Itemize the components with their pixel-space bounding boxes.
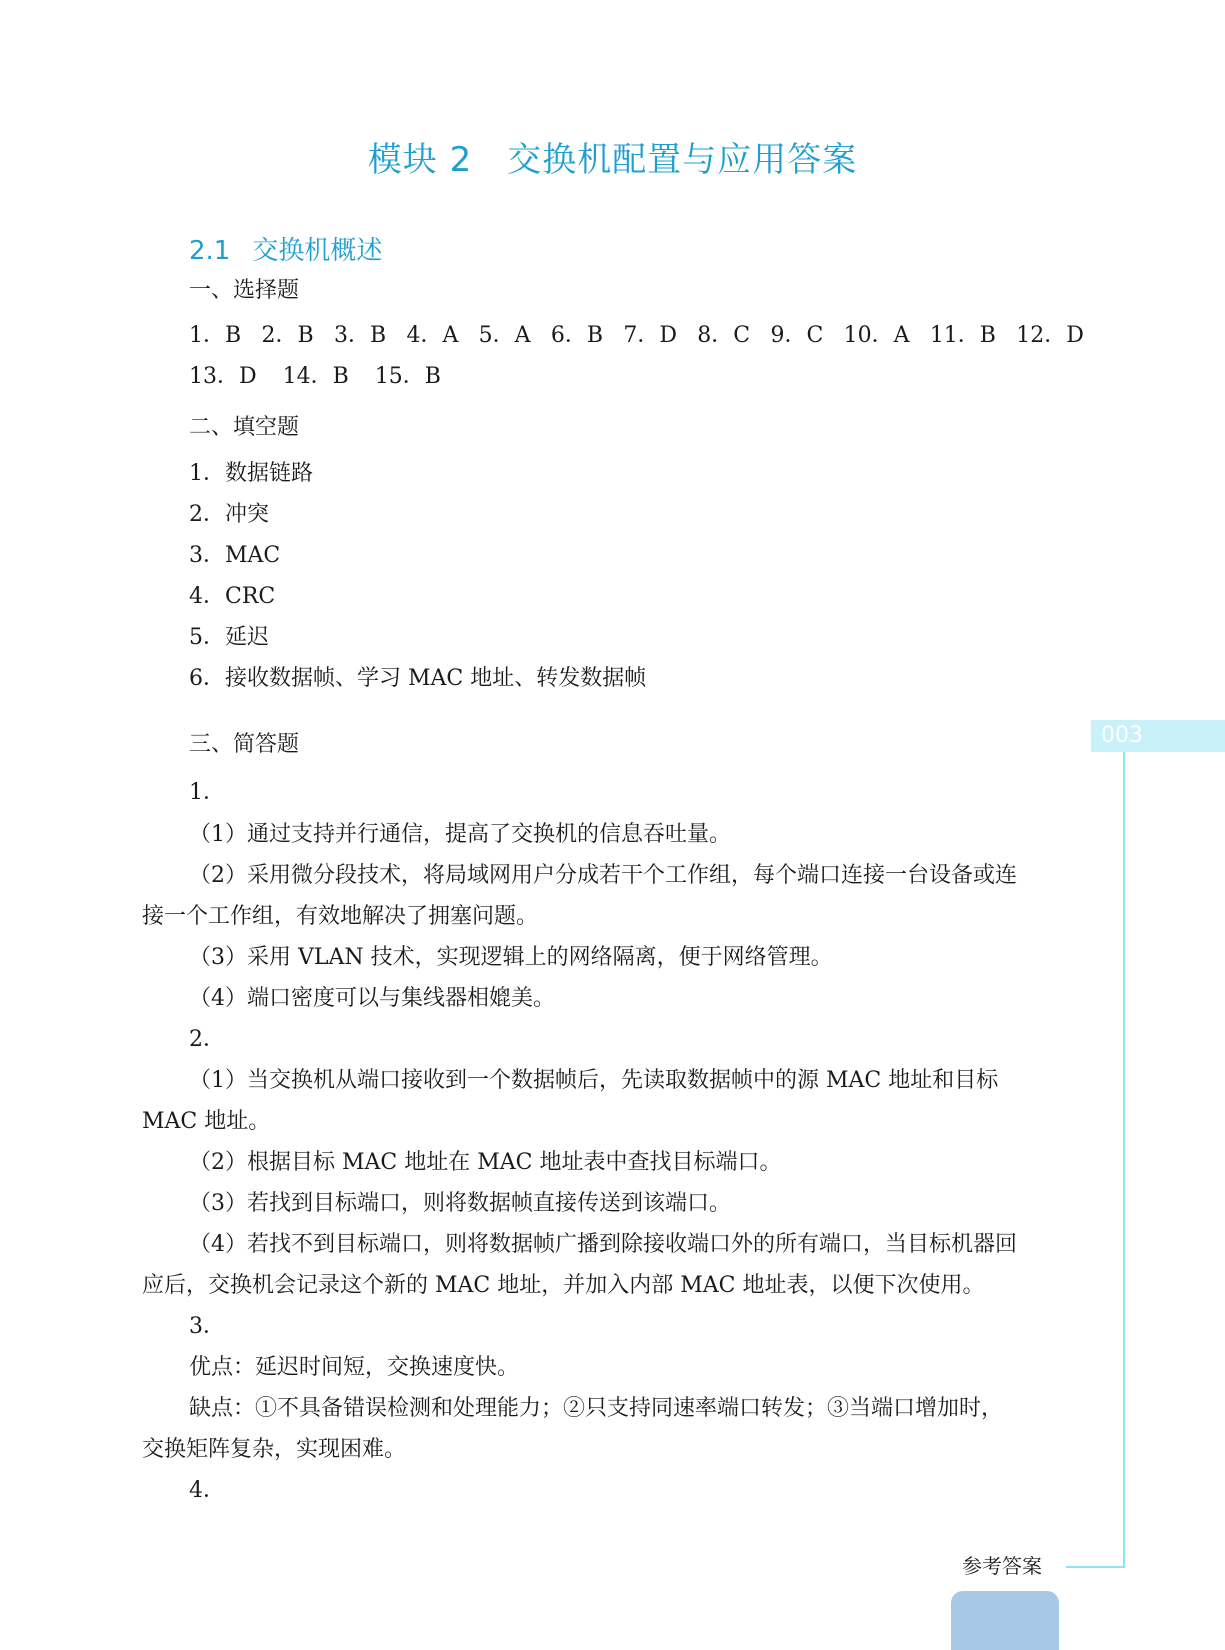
answer-paragraph-continued: 应后，交换机会记录这个新的 MAC 地址，并加入内部 MAC 地址表，以便下次使用。 <box>142 1273 985 1298</box>
answer-item: 1．B <box>189 323 242 348</box>
fill-blank-answer: 6．接收数据帧、学习 MAC 地址、转发数据帧 <box>189 666 647 691</box>
answer-paragraph: （2）采用微分段技术，将局域网用户分成若干个工作组，每个端口连接一台设备或连 <box>189 863 1017 888</box>
heading-multiple-choice: 一、选择题 <box>189 278 300 303</box>
answer-item: 2．B <box>261 323 314 348</box>
answer-item: 10．A <box>843 323 910 348</box>
answer-paragraph: 缺点：①不具备错误检测和处理能力；②只支持同速率端口转发；③当端口增加时， <box>189 1396 1004 1421</box>
answer-paragraph: （1）当交换机从端口接收到一个数据帧后，先读取数据帧中的源 MAC 地址和目标 <box>189 1068 999 1093</box>
answer-paragraph-continued: 接一个工作组，有效地解决了拥塞问题。 <box>142 904 539 929</box>
multiple-choice-row <box>189 362 441 392</box>
question-number: 2． <box>189 1027 225 1052</box>
answer-item: 13．D <box>189 364 257 389</box>
footer-tab-block <box>951 1591 1059 1650</box>
heading-short-answer: 三、简答题 <box>189 732 300 757</box>
answer-item: 8．C <box>697 323 751 348</box>
answer-item: 9．C <box>770 323 824 348</box>
fill-blank-answer: 4．CRC <box>189 584 276 609</box>
chapter-title: 模块 2 交换机配置与应用答案 <box>367 140 858 180</box>
answer-item: 4．A <box>406 323 459 348</box>
answer-paragraph: （4）若找不到目标端口，则将数据帧广播到除接收端口外的所有端口，当目标机器回 <box>189 1232 1017 1257</box>
answer-item: 14．B <box>282 364 349 389</box>
answer-paragraph: （3）若找到目标端口，则将数据帧直接传送到该端口。 <box>189 1191 731 1216</box>
fill-blank-answer: 3．MAC <box>189 543 281 568</box>
answer-paragraph: （2）根据目标 MAC 地址在 MAC 地址表中查找目标端口。 <box>189 1150 782 1175</box>
section-number: 2.1 <box>189 236 231 266</box>
fill-blank-answer: 2．冲突 <box>189 502 269 527</box>
answer-item: 12．D <box>1016 323 1084 348</box>
answer-item: 15．B <box>374 364 441 389</box>
answer-item: 3．B <box>333 323 387 348</box>
margin-rule-horizontal <box>1066 1566 1125 1568</box>
answer-paragraph: （3）采用 VLAN 技术，实现逻辑上的网络隔离，便于网络管理。 <box>189 945 833 970</box>
answer-paragraph: （4）端口密度可以与集线器相媲美。 <box>189 986 555 1011</box>
answer-paragraph: 优点：延迟时间短，交换速度快。 <box>189 1355 520 1380</box>
question-number: 1． <box>189 780 225 805</box>
page-number: 003 <box>1101 723 1143 748</box>
footer-label: 参考答案 <box>962 1554 1042 1578</box>
question-number: 3． <box>189 1314 225 1339</box>
fill-blank-answer: 1．数据链路 <box>189 461 313 486</box>
answer-item: 6．B <box>550 323 604 348</box>
heading-fill-blank: 二、填空题 <box>189 415 300 440</box>
answer-paragraph: （1）通过支持并行通信，提高了交换机的信息吞吐量。 <box>189 822 731 847</box>
fill-blank-answer: 5．延迟 <box>189 625 269 650</box>
multiple-choice-row <box>189 321 1084 351</box>
answer-paragraph-continued: MAC 地址。 <box>142 1109 271 1134</box>
answer-item: 7．D <box>623 323 677 348</box>
question-number: 4． <box>189 1478 225 1503</box>
answer-item: 11．B <box>929 323 996 348</box>
margin-rule-vertical <box>1123 752 1125 1568</box>
answer-paragraph-continued: 交换矩阵复杂，实现困难。 <box>142 1437 407 1462</box>
answer-item: 5．A <box>478 323 531 348</box>
section-name: 交换机概述 <box>252 236 383 266</box>
section-heading <box>189 230 382 267</box>
